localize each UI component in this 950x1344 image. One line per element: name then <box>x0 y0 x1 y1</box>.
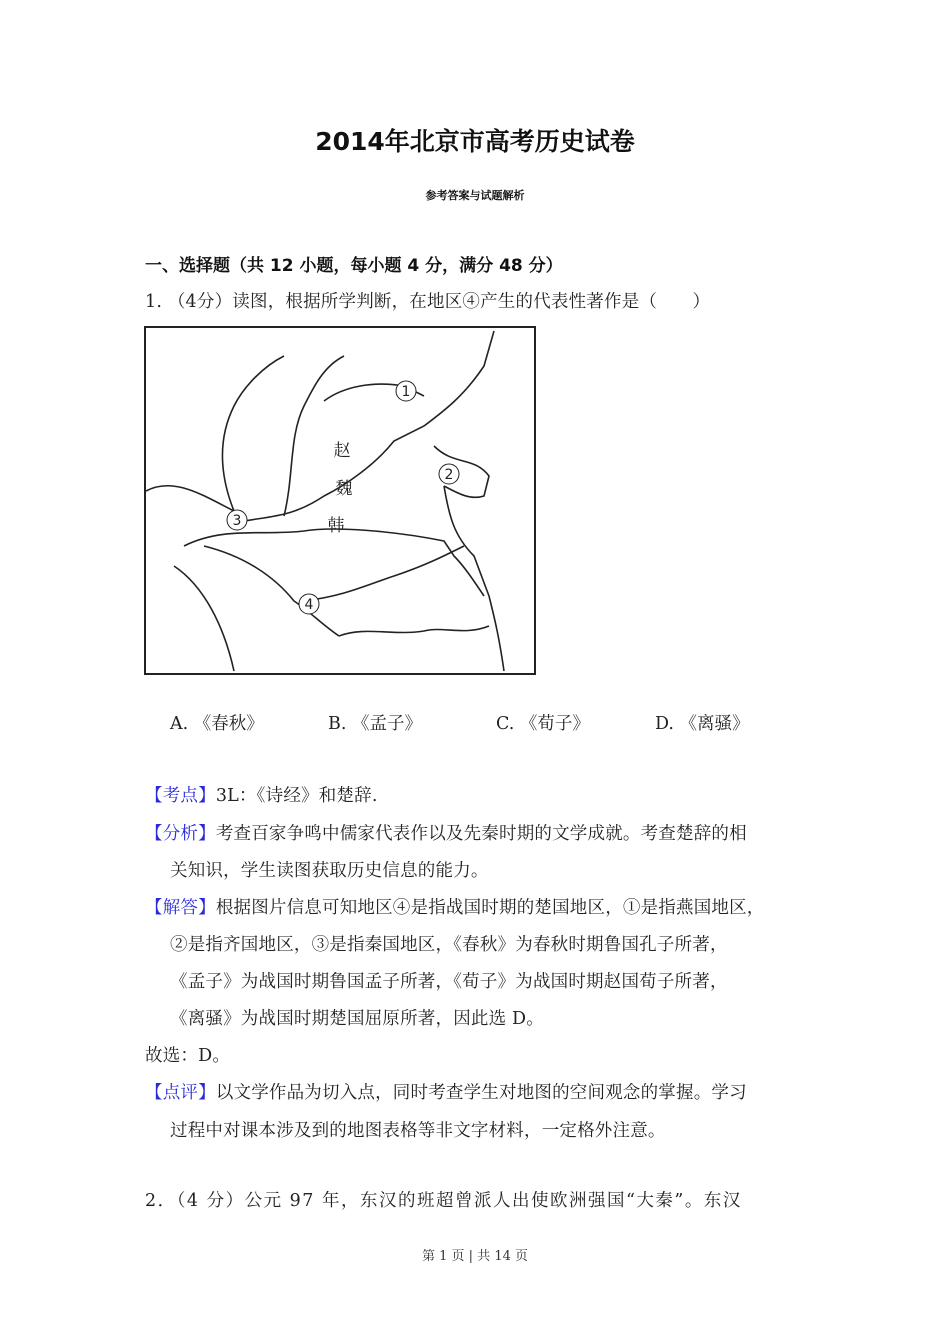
document-title: 2014年北京市高考历史试卷 <box>315 127 635 156</box>
answer-line: 故选：D。 <box>145 1046 231 1066</box>
page-footer: 第 1 页 | 共 14 页 <box>422 1249 528 1264</box>
map-label-wei: 魏 <box>335 479 353 499</box>
option-c: C. 《荀子》 <box>496 714 590 734</box>
document-subtitle: 参考答案与试题解析 <box>425 189 525 202</box>
kaodian-line <box>145 782 378 807</box>
dianping-text-2: 过程中对课本涉及到的地图表格等非文字材料，一定格外注意。 <box>170 1121 666 1141</box>
dianping-text-1: 以文学作品为切入点，同时考查学生对地图的空间观念的掌握。学习 <box>215 1083 747 1103</box>
fenxi-text-1: 考查百家争鸣中儒家代表作以及先秦时期的文学成就。考查楚辞的相 <box>215 824 747 844</box>
region-marker-4 <box>299 594 319 614</box>
jieda-line <box>145 894 765 919</box>
fenxi-line <box>145 820 747 845</box>
option-d: D. 《离骚》 <box>655 714 750 734</box>
warring-states-map <box>144 326 536 676</box>
option-b: B. 《孟子》 <box>328 714 422 734</box>
dianping-tag: 【点评】 <box>145 1083 216 1103</box>
region-4-label: 4 <box>304 597 314 613</box>
jieda-tag: 【解答】 <box>145 898 216 918</box>
option-a: A. 《春秋》 <box>170 714 264 734</box>
jieda-text-2: ②是指齐国地区，③是指秦国地区，《春秋》为春秋时期鲁国孔子所著， <box>170 935 728 955</box>
map-label-han: 韩 <box>327 516 345 536</box>
kaodian-text: 3L：《诗经》和楚辞. <box>215 786 378 806</box>
question-1-stem: 1. （4分）读图，根据所学判断，在地区④产生的代表性著作是（ ） <box>145 292 711 312</box>
fenxi-tag: 【分析】 <box>145 824 216 844</box>
region-marker-2 <box>439 464 459 484</box>
section-heading: 一、选择题（共 12 小题，每小题 4 分，满分 48 分） <box>145 256 563 276</box>
kaodian-tag: 【考点】 <box>145 786 216 806</box>
jieda-text-1: 根据图片信息可知地区④是指战国时期的楚国地区，①是指燕国地区， <box>215 898 765 918</box>
fenxi-text-2: 关知识，学生读图获取历史信息的能力。 <box>170 861 489 881</box>
map-label-zhao: 赵 <box>333 441 351 461</box>
region-2-label: 2 <box>444 467 454 483</box>
jieda-text-4: 《离骚》为战国时期楚国屈原所著，因此选 D。 <box>170 1009 544 1029</box>
region-3-label: 3 <box>232 513 242 529</box>
region-marker-3 <box>227 510 247 530</box>
region-1-label: 1 <box>401 384 411 400</box>
region-marker-1 <box>396 381 416 401</box>
question-2-stem: 2．（4 分）公元 97 年，东汉的班超曾派人出使欧洲强国“大秦”。东汉 <box>145 1191 742 1211</box>
dianping-line <box>145 1079 747 1104</box>
jieda-text-3: 《孟子》为战国时期鲁国孟子所著，《荀子》为战国时期赵国荀子所著， <box>170 972 728 992</box>
